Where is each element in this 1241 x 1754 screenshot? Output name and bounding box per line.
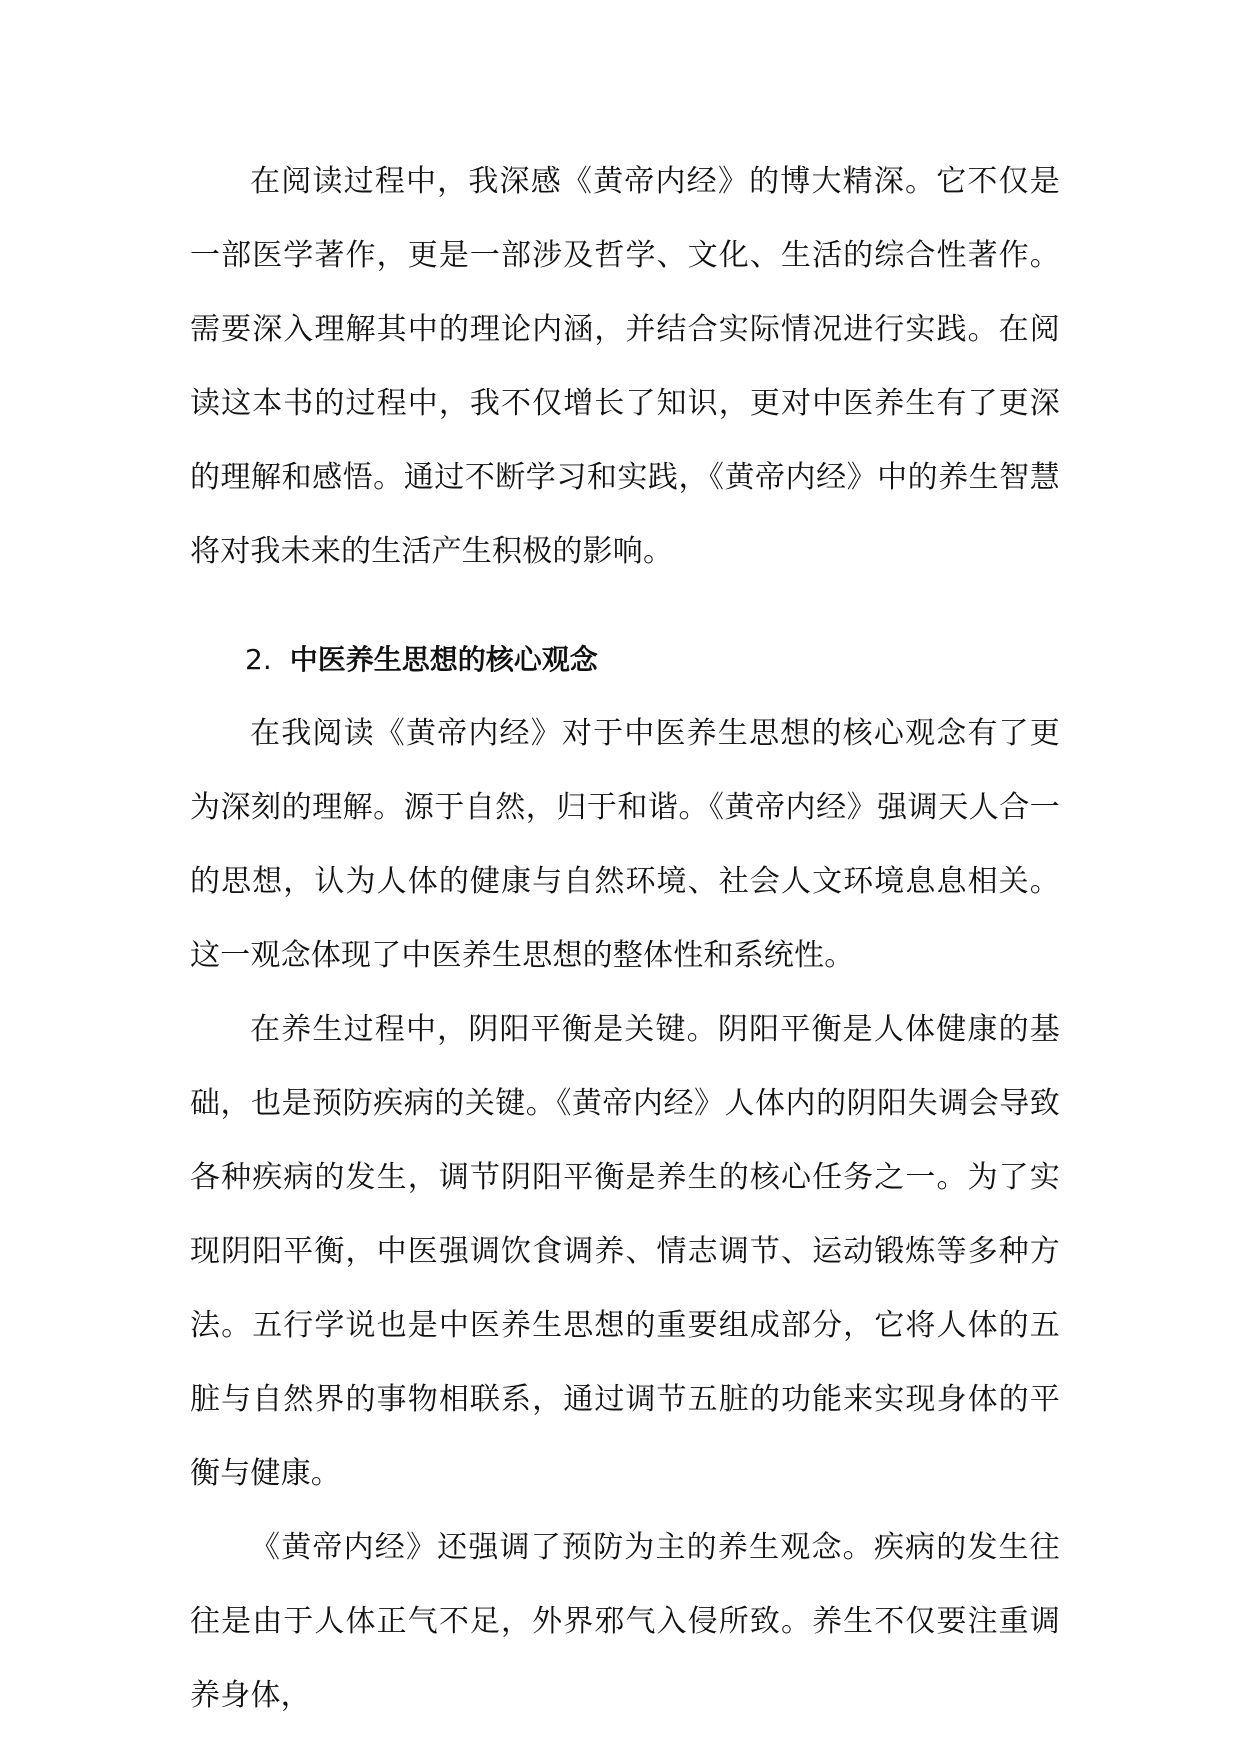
document-body bbox=[190, 145, 1060, 1733]
paragraph-reading-reflection: 在阅读过程中，我深感《黄帝内经》的博大精深。它不仅是一部医学著作，更是一部涉及哲学、文化、生活的综合性著作。需要深入理解其中的理论内涵，并结合实际情况进行实践。在阅读这本书的过程中，我不仅增长了知识，更对中医养生有了更深的理解和感悟。通过不断学习和实践，《黄帝内经》中的养生智慧将对我未来的生活产生积极的影响。 bbox=[190, 164, 1060, 569]
section-heading bbox=[190, 623, 1060, 697]
paragraph-yin-yang-balance: 在养生过程中，阴阳平衡是关键。阴阳平衡是人体健康的基础，也是预防疾病的关键。《黄帝内经》人体内的阴阳失调会导致各种疾病的发生，调节阴阳平衡是养生的核心任务之一。为了实现阴阳平衡，中医强调饮食调养、情志调节、运动锻炼等多种方法。五行学说也是中医养生思想的重要组成部分，它将人体的五脏与自然界的事物相联系，通过调节五脏的功能来实现身体的平衡与健康。 bbox=[190, 1012, 1060, 1491]
section-title: 中医养生思想的核心观念 bbox=[289, 643, 598, 676]
paragraph-prevention: 《黄帝内经》还强调了预防为主的养生观念。疾病的发生往往是由于人体正气不足，外界邪气入侵所致。养生不仅要注重调养身体， bbox=[190, 1530, 1060, 1713]
section-number: 2. bbox=[245, 643, 272, 676]
paragraph-core-concept: 在我阅读《黄帝内经》对于中医养生思想的核心观念有了更为深刻的理解。源于自然，归于和谐。《黄帝内经》强调天人合一的思想，认为人体的健康与自然环境、社会人文环境息息相关。这一观念体现了中医养生思想的整体性和系统性。 bbox=[190, 716, 1060, 973]
